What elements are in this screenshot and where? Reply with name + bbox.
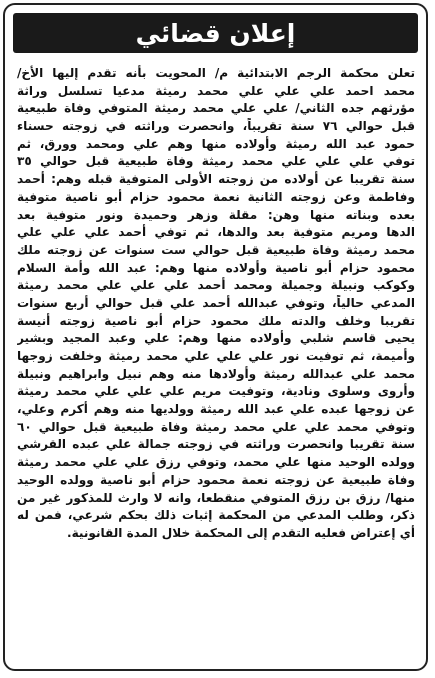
notice-line: محمد رميثة وفاة طبيعية قبل حوالي ست سنوات عن زوجته ملك <box>17 242 415 257</box>
notice-line: وكوكب ونبيلة وجميلة ومحمد أحمد علي علي علي محمد رميثة <box>17 278 415 293</box>
notice-line: يحيى قاسم شلبي وأولاده منها وهم: علي وعبد المجيد وبشير <box>17 331 415 346</box>
notice-title: إعلان قضائي <box>135 18 296 48</box>
notice-line: سنة تقريبا وانحصرت وراثته في زوجته جمالة علي عبده القرشي <box>17 437 415 452</box>
notice-line: وأروى وسلوى ونادية، وتوفيت مريم علي علي علي محمد رميثة <box>17 384 415 399</box>
notice-line: وفاة طبيعية عن زوجته نعمة محمود حزام أبو ناصية وولده الوحيد <box>17 472 415 487</box>
notice-line: وأميمة، ثم توفيت نور علي علي علي محمد رميثة وخلفت زوجها <box>17 349 415 363</box>
notice-line: وفاطمة وعن زوجته الثانية نعمة محمود حزام أبو ناصية متوفية <box>17 189 415 204</box>
notice-body <box>17 65 415 543</box>
notice-line: سنة تقريبا عن أولاده من زوجته الأولى المتوفية قبله وهم: أحمد <box>17 172 415 187</box>
notice-line: محمد احمد علي علي علي محمد رميثة مدعيا تسلسل وراثة <box>17 83 415 98</box>
notice-line: حمود عبد الله رميثة وأولاده منها وهم علي ومحمد وورق، ثم <box>17 136 415 151</box>
notice-line: عن زوجها عبده علي عبد الله رميثة وولديها منه وهم أكرم وعلي، <box>17 402 415 417</box>
notice-line: ذكر، وطلب المدعي من المحكمة إثبات ذلك بحكم شرعي، فمن له <box>17 508 415 523</box>
notice-line: الدها ومريم متوفية بعد والدها، ثم توفي أحمد علي علي علي <box>17 225 415 240</box>
notice-line: توفي علي علي علي محمد رميثة وفاة طبيعية قبل حوالي ٣٥ <box>17 154 415 169</box>
judicial-notice <box>3 3 428 671</box>
notice-line: وولده الوحيد منها علي محمد، وتوفي رزق علي علي محمد رميثة <box>17 455 415 470</box>
notice-line: وتوفي محمد علي علي محمد رميثة وفاة طبيعية قبل حوالي ٦٠ <box>17 419 415 434</box>
notice-line: المدعي حالياً، وتوفي عبدالله أحمد علي قبل حوالي أربع سنوات <box>17 295 415 310</box>
notice-line: مؤرثهم جده الثاني/ علي علي محمد رميثة المتوفي وفاة طبيعية <box>17 101 415 116</box>
notice-line: تعلن محكمة الرجم الابتدائية م/ المحويت بأنه تقدم إليها الأخ/ <box>17 66 415 80</box>
notice-line: محمد علي عبدالله رميثة وأولادها منه وهم نبيل وابراهيم ونبيلة <box>17 366 415 381</box>
notice-header <box>13 13 418 53</box>
notice-line: منها/ رزق بن رزق المتوفي منقطعا، وانه لا وارث للمذكور غير من <box>17 490 415 505</box>
notice-line: قبل حوالي ٧٦ سنة تقريباً، وانحصرت وراثته في زوجته حسناء <box>17 119 415 134</box>
notice-line: بعده وبناته منها وهن: مقلة وزهر وحميدة ونور متوفية بعد <box>17 207 415 222</box>
notice-line: أي إعتراض فعليه التقدم إلى المحكمة خلال المدة القانونية. <box>66 525 415 540</box>
notice-line: محمود حزام أبو ناصية وأولاده منها وهم: عبد الله وأمة السلام <box>17 260 415 275</box>
notice-line: تقريبا وخلف والدته ملك محمود حزام أبو ناصية زوجته أنيسة <box>17 313 415 328</box>
